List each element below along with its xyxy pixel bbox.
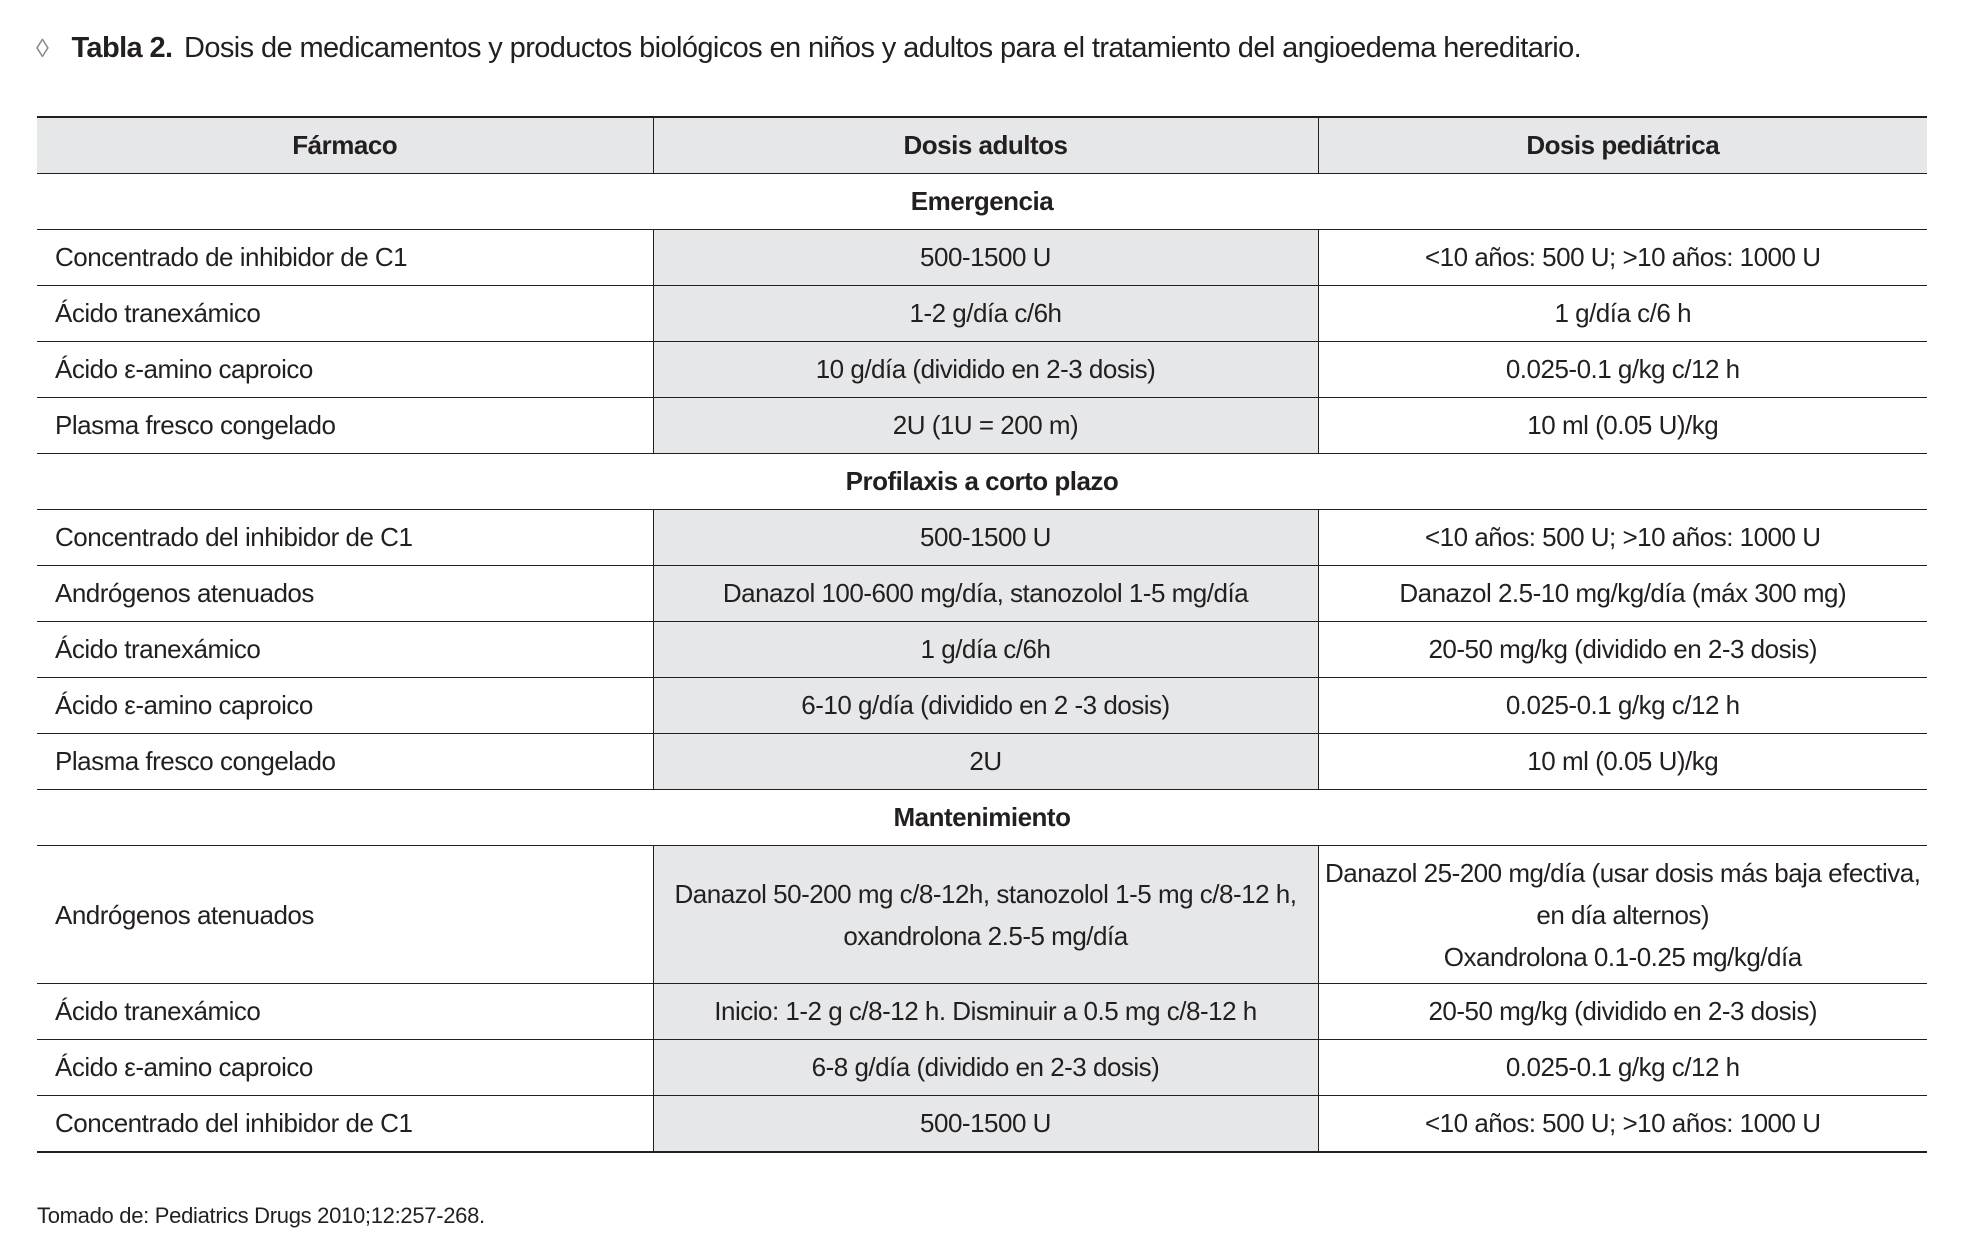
section-row [37,790,1927,846]
table-row [37,846,1927,984]
header-row [37,117,1927,174]
dose-line: Oxandrolona 0.1-0.25 mg/kg/día [1443,941,1802,972]
drug-cell: Concentrado del inhibidor de C1 [37,1096,653,1153]
dose-line: 6-10 g/día (dividido en 2 -3 dosis) [801,690,1170,720]
drug-cell: Plasma fresco congelado [37,734,653,790]
dose-line: 0.025-0.1 g/kg c/12 h [1505,354,1740,384]
dose-line: Danazol 50-200 mg c/8-12h, stanozolol 1-5 mg c/8-12 h, [674,878,1297,909]
table-row [37,1040,1927,1096]
pediatric-dose-cell [1318,286,1927,342]
caption-text: Dosis de medicamentos y productos biológicos en niños y adultos para el tratamiento del angioedema hereditario. [183,32,1582,64]
section-row [37,454,1927,510]
dose-line: 10 g/día (dividido en 2-3 dosis) [815,354,1156,384]
drug-cell: Ácido tranexámico [37,286,653,342]
table-row [37,342,1927,398]
adult-dose-cell [653,1040,1318,1096]
dose-line: Danazol 100-600 mg/día, stanozolol 1-5 mg/día [722,578,1249,608]
dosage-table [37,116,1927,1153]
adult-dose-cell [653,984,1318,1040]
dose-line: 500-1500 U [920,522,1051,552]
caption-label: Tabla 2. [71,32,173,64]
pediatric-dose-cell [1318,342,1927,398]
dose-line: <10 años: 500 U; >10 años: 1000 U [1425,1108,1821,1138]
dose-line: 500-1500 U [920,242,1051,272]
pediatric-dose-cell [1318,1096,1927,1153]
dose-line: 2U (1U = 200 m) [892,410,1079,440]
drug-cell: Ácido ε-amino caproico [37,342,653,398]
adult-dose-cell [653,622,1318,678]
header-farmaco: Fármaco [37,117,653,174]
dose-line: 1-2 g/día c/6h [909,298,1062,328]
adult-dose-cell [653,734,1318,790]
drug-cell: Concentrado de inhibidor de C1 [37,230,653,286]
drug-cell: Andrógenos atenuados [37,846,653,984]
dose-line: 10 ml (0.05 U)/kg [1527,746,1719,776]
drug-cell: Ácido tranexámico [37,622,653,678]
adult-dose-cell [653,846,1318,984]
section-title: Mantenimiento [37,790,1927,846]
dose-line: <10 años: 500 U; >10 años: 1000 U [1425,522,1821,552]
dose-line: oxandrolona 2.5-5 mg/día [843,920,1128,951]
dose-line: en día alternos) [1536,899,1710,930]
table-row [37,1096,1927,1153]
table-row [37,734,1927,790]
dose-line: 1 g/día c/6 h [1554,298,1692,328]
dose-line: Danazol 2.5-10 mg/kg/día (máx 300 mg) [1399,578,1847,608]
source-note: Tomado de: Pediatrics Drugs 2010;12:257-268. [37,1203,485,1228]
pediatric-dose-cell [1318,678,1927,734]
dose-line: 2U [969,746,1002,776]
dose-line: <10 años: 500 U; >10 años: 1000 U [1425,242,1821,272]
table-row [37,286,1927,342]
table-row [37,510,1927,566]
table-row [37,984,1927,1040]
table-row [37,398,1927,454]
drug-cell: Plasma fresco congelado [37,398,653,454]
pediatric-dose-cell [1318,398,1927,454]
dose-line: Inicio: 1-2 g c/8-12 h. Disminuir a 0.5 mg c/8-12 h [714,996,1257,1026]
pediatric-dose-cell [1318,622,1927,678]
section-title: Emergencia [37,174,1927,230]
dose-line: 0.025-0.1 g/kg c/12 h [1505,1052,1740,1082]
section-title: Profilaxis a corto plazo [37,454,1927,510]
dose-line: 0.025-0.1 g/kg c/12 h [1505,690,1740,720]
pediatric-dose-cell [1318,230,1927,286]
dose-line: Danazol 25-200 mg/día (usar dosis más baja efectiva, [1325,857,1921,888]
dose-line: 20-50 mg/kg (dividido en 2-3 dosis) [1428,996,1818,1026]
table-caption [36,26,1581,70]
drug-cell: Andrógenos atenuados [37,566,653,622]
section-row [37,174,1927,230]
adult-dose-cell [653,678,1318,734]
dose-line: 20-50 mg/kg (dividido en 2-3 dosis) [1428,634,1818,664]
adult-dose-cell [653,1096,1318,1153]
dose-line: 10 ml (0.05 U)/kg [1527,410,1719,440]
dose-line: 1 g/día c/6h [920,634,1051,664]
adult-dose-cell [653,230,1318,286]
header-dosis-adultos: Dosis adultos [653,117,1318,174]
diamond-icon: ◊ [36,33,49,63]
adult-dose-cell [653,342,1318,398]
drug-cell: Concentrado del inhibidor de C1 [37,510,653,566]
pediatric-dose-cell [1318,566,1927,622]
table-body [37,174,1927,1153]
table-row [37,566,1927,622]
dose-line: 6-8 g/día (dividido en 2-3 dosis) [811,1052,1160,1082]
table-row [37,622,1927,678]
pediatric-dose-cell [1318,984,1927,1040]
header-dosis-pediatrica: Dosis pediátrica [1318,117,1927,174]
drug-cell: Ácido ε-amino caproico [37,678,653,734]
dose-line: 500-1500 U [920,1108,1051,1138]
pediatric-dose-cell [1318,1040,1927,1096]
adult-dose-cell [653,398,1318,454]
table-row [37,230,1927,286]
drug-cell: Ácido ε-amino caproico [37,1040,653,1096]
pediatric-dose-cell [1318,846,1927,984]
drug-cell: Ácido tranexámico [37,984,653,1040]
pediatric-dose-cell [1318,510,1927,566]
adult-dose-cell [653,566,1318,622]
pediatric-dose-cell [1318,734,1927,790]
table-row [37,678,1927,734]
adult-dose-cell [653,510,1318,566]
dosage-table-container [37,116,1927,1153]
adult-dose-cell [653,286,1318,342]
